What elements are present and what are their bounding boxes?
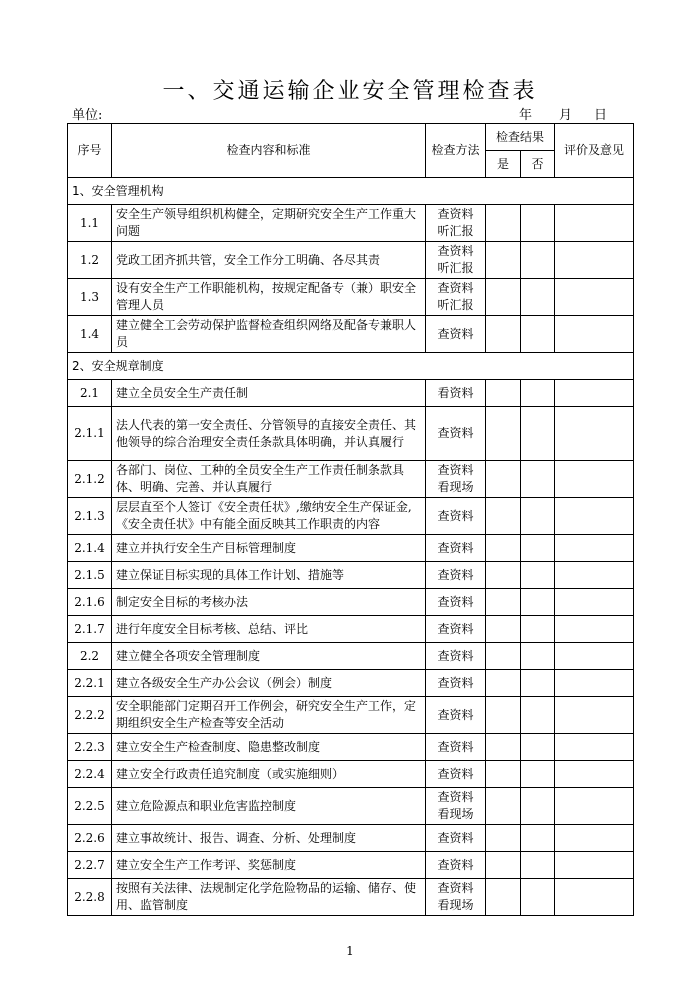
table-row [68,380,634,407]
comment-cell [555,498,634,535]
table-row [68,788,634,825]
table-row [68,825,634,852]
seq-cell: 2.1.4 [68,535,112,562]
result-no-cell [521,380,555,407]
result-no-cell [521,535,555,562]
result-no-cell [521,242,555,279]
result-no-cell [521,589,555,616]
result-yes-cell [486,407,521,461]
header-method: 检查方法 [426,124,486,178]
method-cell: 查资料 听汇报 [426,242,486,279]
content-cell: 法人代表的第一安全责任、分管领导的直接安全责任、其他领导的综合治理安全责任条款具体明确，并认真履行 [112,407,426,461]
comment-cell [555,279,634,316]
table-row [68,461,634,498]
date-day-label: 日 [594,108,608,123]
table-row [68,498,634,535]
method-cell: 查资料 看现场 [426,879,486,916]
table-row [68,242,634,279]
result-yes-cell [486,761,521,788]
date-year-label: 年 [519,108,533,123]
method-cell: 查资料 [426,535,486,562]
seq-cell: 1.2 [68,242,112,279]
content-cell: 建立安全行政责任追究制度（或实施细则） [112,761,426,788]
method-cell: 查资料 [426,498,486,535]
result-yes-cell [486,616,521,643]
content-cell: 建立健全工会劳动保护监督检查组织网络及配备专兼职人员 [112,316,426,353]
comment-cell [555,205,634,242]
result-no-cell [521,562,555,589]
comment-cell [555,852,634,879]
result-yes-cell [486,461,521,498]
comment-cell [555,562,634,589]
content-cell: 建立健全各项安全管理制度 [112,643,426,670]
table-row [68,279,634,316]
result-yes-cell [486,205,521,242]
inspection-table [67,123,634,916]
table-row [68,761,634,788]
table-row [68,643,634,670]
result-no-cell [521,852,555,879]
comment-cell [555,535,634,562]
seq-cell: 2.1.3 [68,498,112,535]
result-yes-cell [486,279,521,316]
method-cell: 查资料 [426,670,486,697]
section-title: 2、安全规章制度 [68,353,634,380]
header-result: 检查结果 [486,124,555,151]
seq-cell: 2.1 [68,380,112,407]
result-yes-cell [486,562,521,589]
seq-cell: 2.2.2 [68,697,112,734]
table-row [68,205,634,242]
comment-cell [555,825,634,852]
header-content: 检查内容和标准 [112,124,426,178]
result-yes-cell [486,316,521,353]
table-row [68,562,634,589]
result-no-cell [521,643,555,670]
header-no: 否 [521,151,555,178]
table-row [68,316,634,353]
comment-cell [555,670,634,697]
comment-cell [555,788,634,825]
result-yes-cell [486,535,521,562]
result-no-cell [521,616,555,643]
content-cell: 建立安全生产工作考评、奖惩制度 [112,852,426,879]
seq-cell: 2.2.8 [68,879,112,916]
seq-cell: 1.3 [68,279,112,316]
seq-cell: 2.2.4 [68,761,112,788]
table-header [68,124,634,178]
document-title: 一、交通运输企业安全管理检查表 [162,79,538,104]
method-cell: 查资料 听汇报 [426,279,486,316]
table-row [68,407,634,461]
comment-cell [555,407,634,461]
method-cell: 查资料 [426,852,486,879]
method-cell: 查资料 [426,316,486,353]
seq-cell: 2.1.5 [68,562,112,589]
comment-cell [555,242,634,279]
result-no-cell [521,879,555,916]
result-no-cell [521,734,555,761]
result-no-cell [521,461,555,498]
result-yes-cell [486,670,521,697]
content-cell: 建立事故统计、报告、调查、分析、处理制度 [112,825,426,852]
seq-cell: 2.2.7 [68,852,112,879]
method-cell: 查资料 看现场 [426,788,486,825]
unit-label: 单位: [72,108,103,123]
seq-cell: 2.1.7 [68,616,112,643]
date-month-label: 月 [559,108,573,123]
table-row [68,879,634,916]
comment-cell [555,643,634,670]
seq-cell: 2.2.1 [68,670,112,697]
page-number: 1 [346,944,354,958]
result-no-cell [521,316,555,353]
table-row [68,535,634,562]
method-cell: 查资料 [426,761,486,788]
result-no-cell [521,825,555,852]
content-cell: 建立全员安全生产责任制 [112,380,426,407]
method-cell: 查资料 听汇报 [426,205,486,242]
result-yes-cell [486,643,521,670]
table-row [68,697,634,734]
content-cell: 建立危险源点和职业危害监控制度 [112,788,426,825]
comment-cell [555,461,634,498]
result-no-cell [521,279,555,316]
header-yes: 是 [486,151,521,178]
seq-cell: 1.4 [68,316,112,353]
result-yes-cell [486,879,521,916]
content-cell: 各部门、岗位、工种的全员安全生产工作责任制条款具体、明确、完善、并认真履行 [112,461,426,498]
result-yes-cell [486,498,521,535]
content-cell: 层层直至个人签订《安全责任状》,缴纳安全生产保证金,《安全责任状》中有能全面反映其工作职责的内容 [112,498,426,535]
result-no-cell [521,498,555,535]
header-seq: 序号 [68,124,112,178]
comment-cell [555,589,634,616]
result-no-cell [521,205,555,242]
table-body [68,178,634,916]
method-cell: 看资料 [426,380,486,407]
content-cell: 党政工团齐抓共管，安全工作分工明确、各尽其责 [112,242,426,279]
method-cell: 查资料 [426,734,486,761]
result-yes-cell [486,589,521,616]
method-cell: 查资料 [426,616,486,643]
method-cell: 查资料 [426,825,486,852]
seq-cell: 2.2.6 [68,825,112,852]
seq-cell: 1.1 [68,205,112,242]
comment-cell [555,316,634,353]
content-cell: 建立并执行安全生产目标管理制度 [112,535,426,562]
comment-cell [555,616,634,643]
comment-cell [555,879,634,916]
seq-cell: 2.2 [68,643,112,670]
comment-cell [555,380,634,407]
content-cell: 安全职能部门定期召开工作例会，研究安全生产工作，定期组织安全生产检查等安全活动 [112,697,426,734]
result-yes-cell [486,825,521,852]
content-cell: 制定安全目标的考核办法 [112,589,426,616]
seq-cell: 2.2.5 [68,788,112,825]
section-title: 1、安全管理机构 [68,178,634,205]
method-cell: 查资料 [426,589,486,616]
method-cell: 查资料 [426,643,486,670]
method-cell: 查资料 [426,697,486,734]
table-row [68,616,634,643]
table-row [68,852,634,879]
comment-cell [555,761,634,788]
seq-cell: 2.1.6 [68,589,112,616]
table-row [68,589,634,616]
result-yes-cell [486,734,521,761]
result-no-cell [521,670,555,697]
seq-cell: 2.2.3 [68,734,112,761]
method-cell: 查资料 [426,407,486,461]
table-row [68,734,634,761]
content-cell: 设有安全生产工作职能机构，按规定配备专（兼）职安全管理人员 [112,279,426,316]
content-cell: 建立保证目标实现的具体工作计划、措施等 [112,562,426,589]
result-yes-cell [486,852,521,879]
method-cell: 查资料 [426,562,486,589]
content-cell: 按照有关法律、法规制定化学危险物品的运输、储存、使用、监管制度 [112,879,426,916]
content-cell: 安全生产领导组织机构健全，定期研究安全生产工作重大问题 [112,205,426,242]
seq-cell: 2.1.1 [68,407,112,461]
header-comment: 评价及意见 [555,124,634,178]
result-yes-cell [486,697,521,734]
result-yes-cell [486,380,521,407]
result-yes-cell [486,788,521,825]
result-no-cell [521,788,555,825]
result-no-cell [521,761,555,788]
content-cell: 建立各级安全生产办公会议（例会）制度 [112,670,426,697]
content-cell: 进行年度安全目标考核、总结、评比 [112,616,426,643]
unit-date-row [72,104,632,122]
content-cell: 建立安全生产检查制度、隐患整改制度 [112,734,426,761]
section-row [68,178,634,205]
comment-cell [555,734,634,761]
comment-cell [555,697,634,734]
result-yes-cell [486,242,521,279]
method-cell: 查资料 看现场 [426,461,486,498]
seq-cell: 2.1.2 [68,461,112,498]
section-row [68,353,634,380]
table-row [68,670,634,697]
result-no-cell [521,697,555,734]
result-no-cell [521,407,555,461]
